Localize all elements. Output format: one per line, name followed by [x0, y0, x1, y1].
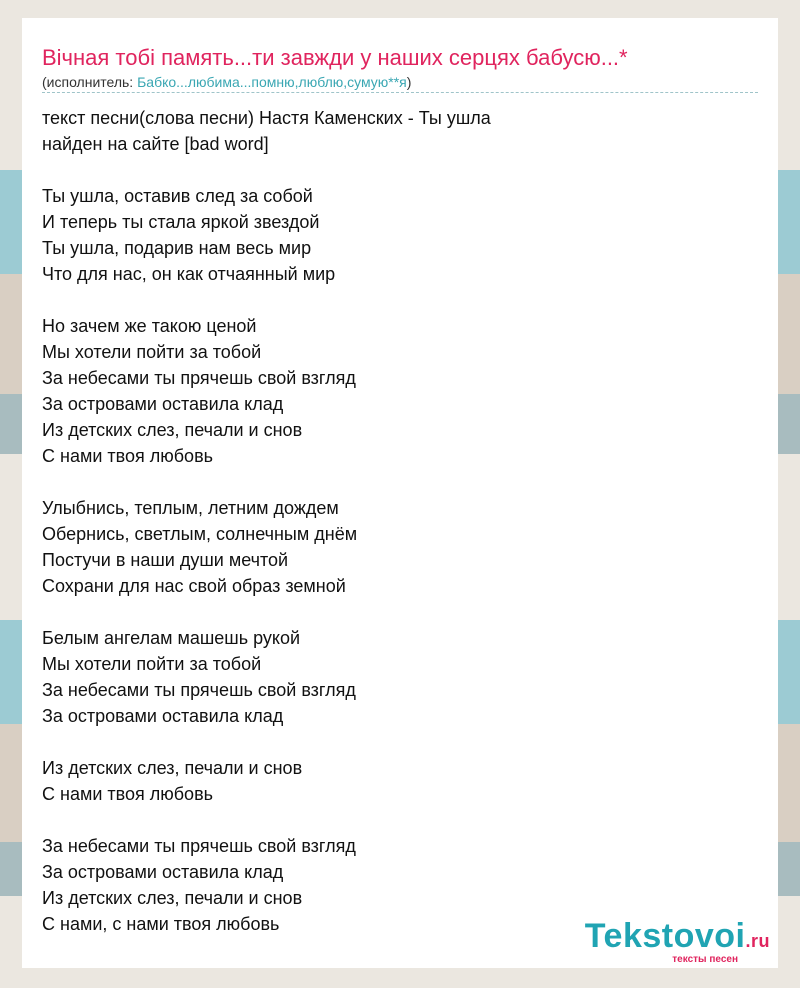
lyrics-line: Ты ушла, оставив след за собой: [42, 186, 313, 206]
lyrics-card: [22, 18, 778, 968]
lyrics-body: [42, 105, 758, 937]
lyrics-line: Мы хотели пойти за тобой: [42, 342, 262, 362]
lyrics-line: [42, 807, 758, 833]
lyrics-line: [42, 287, 758, 313]
header-divider: [42, 92, 758, 93]
lyrics-line: Но зачем же такою ценой: [42, 316, 257, 336]
lyrics-line: Сохрани для нас свой образ земной: [42, 576, 346, 596]
lyrics-line: За островами оставила клад: [42, 706, 284, 726]
logo-tagline: тексты песен: [672, 954, 738, 965]
lyrics-line: [42, 599, 758, 625]
lyrics-line: Улыбнись, теплым, летним дождем: [42, 498, 339, 518]
artist-line: [42, 73, 411, 91]
lyrics-line: За островами оставила клад: [42, 394, 284, 414]
logo-wordmark: [585, 918, 770, 959]
lyrics-line: За небесами ты прячешь свой взгляд: [42, 368, 356, 388]
lyrics-line: Белым ангелам машешь рукой: [42, 628, 301, 648]
lyrics-line: [42, 157, 758, 183]
logo-main-text: Tekstovoi: [584, 917, 746, 955]
lyrics-line: За небесами ты прячешь свой взгляд: [42, 680, 356, 700]
logo-domain-suffix: .ru: [745, 931, 770, 951]
lyrics-line: [42, 729, 758, 755]
artist-link[interactable]: Бабко...любима...помню,люблю,сумую**я: [137, 74, 407, 90]
lyrics-line: Из детских слез, печали и снов: [42, 420, 303, 440]
lyrics-line: текст песни(слова песни) Настя Каменских - Ты ушла: [42, 108, 491, 128]
lyrics-line: И теперь ты стала яркой звездой: [42, 212, 320, 232]
site-logo[interactable]: [585, 918, 770, 965]
lyrics-line: Из детских слез, печали и снов: [42, 888, 303, 908]
lyrics-line: С нами твоя любовь: [42, 784, 214, 804]
lyrics-line: С нами, с нами твоя любовь: [42, 914, 280, 934]
lyrics-line: найден на сайте [bad word]: [42, 134, 269, 154]
lyrics-line: Из детских слез, печали и снов: [42, 758, 303, 778]
lyrics-line: Ты ушла, подарив нам весь мир: [42, 238, 312, 258]
lyrics-line: За небесами ты прячешь свой взгляд: [42, 836, 356, 856]
artist-suffix: ): [406, 74, 412, 90]
lyrics-line: Мы хотели пойти за тобой: [42, 654, 262, 674]
lyrics-line: За островами оставила клад: [42, 862, 284, 882]
lyrics-line: Обернись, светлым, солнечным днём: [42, 524, 358, 544]
artist-prefix: (исполнитель:: [42, 74, 138, 90]
lyrics-line: Постучи в наши души мечтой: [42, 550, 289, 570]
lyrics-line: [42, 469, 758, 495]
lyrics-line: С нами твоя любовь: [42, 446, 214, 466]
lyrics-line: Что для нас, он как отчаянный мир: [42, 264, 336, 284]
song-title: Вічная тобі память...ти завжди у наших серцях бабусю...*: [42, 45, 628, 70]
